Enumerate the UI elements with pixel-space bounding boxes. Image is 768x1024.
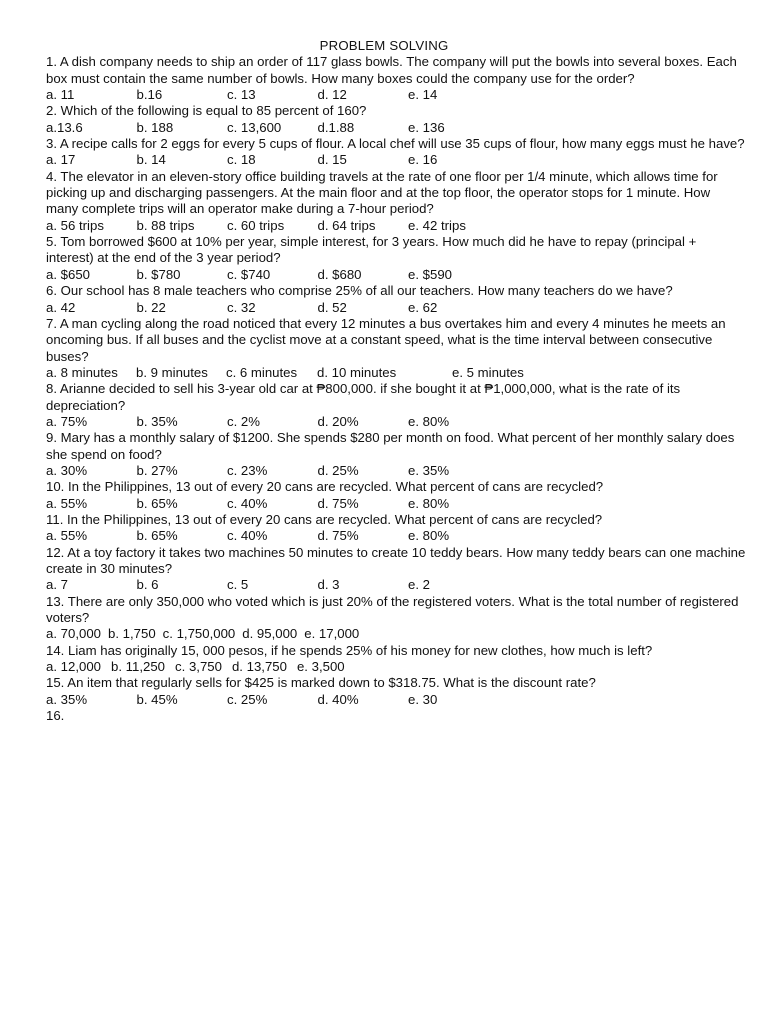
choice-d: d. 40% <box>317 691 359 707</box>
choice-e: e. 62 <box>408 299 438 315</box>
choice-c: c. 60 trips <box>227 217 285 233</box>
choice-e: e. 16 <box>408 152 438 168</box>
choice-c: c. 40% <box>227 495 268 511</box>
choice-d: d. 75% <box>317 495 359 511</box>
choice-b: b. 88 trips <box>136 217 195 233</box>
choice-d: d. 15 <box>317 152 347 168</box>
choice-e: e. 17,000 <box>304 626 360 642</box>
choice-e: e. 136 <box>408 119 445 135</box>
choice-b: b. 11,250 <box>111 659 166 675</box>
choice-e: e. 14 <box>408 87 438 103</box>
question-text: 1. A dish company needs to ship an order of 117 glass bowls. The company will put the bowls into several boxes. Each box must contain the same number of bowls. How many boxes could the company use for the order? <box>46 54 737 86</box>
choice-e: e. 3,500 <box>296 659 345 675</box>
choice-a: a. 70,000 <box>46 626 101 642</box>
choice-b: b.16 <box>136 87 163 103</box>
question-text: 8. Arianne decided to sell his 3-year old car at ₱800,000. if she bought it at ₱1,000,000, what is the rate of its depreciation? <box>46 381 681 413</box>
question-text: 4. The elevator in an eleven-story office building travels at the rate of one floor per 1/4 minute, which allows time for picking up and discharging passengers. At the main floor and at the top floor, the operator stops for 1 minute. How many complete trips will an operator make during a 7-hour period? <box>46 168 718 217</box>
choice-a: a. 55% <box>46 495 88 511</box>
choice-b: b. 9 minutes <box>136 364 208 380</box>
choice-a: a. 11 <box>46 87 75 103</box>
choice-b: b. 65% <box>136 528 178 544</box>
question-15 <box>46 675 746 708</box>
question-text: 11. In the Philippines, 13 out of every 20 cans are recycled. What percent of cans are recycled? <box>46 511 603 527</box>
choice-c: c. 6 minutes <box>226 364 298 380</box>
choice-d: d. 75% <box>317 528 359 544</box>
choices-row <box>46 692 746 708</box>
question-text: 10. In the Philippines, 13 out of every 20 cans are recycled. What percent of cans are recycled? <box>46 479 604 495</box>
choices-row <box>46 496 746 512</box>
choice-e: e. 35% <box>408 462 450 478</box>
choice-e: e. 30 <box>408 691 438 707</box>
question-text: 13. There are only 350,000 who voted which is just 20% of the registered voters. What is the total number of registered voters? <box>46 593 739 626</box>
question-11 <box>46 512 746 545</box>
choices-row <box>46 463 746 479</box>
choice-b: b. 188 <box>136 119 174 135</box>
choice-b: b. 1,750 <box>108 626 156 642</box>
question-1 <box>46 54 746 103</box>
question-6 <box>46 283 746 316</box>
choices-row <box>46 87 746 103</box>
choice-d: d. 13,750 <box>231 659 287 675</box>
choice-a: a. 12,000 <box>46 659 101 675</box>
document-page <box>46 38 746 724</box>
choices-row <box>46 120 746 136</box>
choice-c: c. 3,750 <box>175 659 222 675</box>
choice-c: c. 13,600 <box>227 119 282 135</box>
choices-row <box>46 218 746 234</box>
choice-a: a. 42 <box>46 299 76 315</box>
choice-e: e. $590 <box>408 266 452 282</box>
choice-b: b. 35% <box>136 413 178 429</box>
question-12 <box>46 545 746 594</box>
choice-a: a. 7 <box>46 577 68 593</box>
choice-e: e. 5 minutes <box>452 364 524 380</box>
choice-b: b. 27% <box>136 462 178 478</box>
question-text: 3. A recipe calls for 2 eggs for every 5 cups of flour. A local chef will use 35 cups of flour, how many eggs must he have? <box>46 136 745 152</box>
choice-c: c. 1,750,000 <box>162 626 236 642</box>
choice-e: e. 42 trips <box>408 217 466 233</box>
choices-row <box>46 300 746 316</box>
choice-b: b. 65% <box>136 495 178 511</box>
question-text: 12. At a toy factory it takes two machines 50 minutes to create 10 teddy bears. How many teddy bears can one machine create in 30 minutes? <box>46 544 746 576</box>
question-2 <box>46 103 746 136</box>
question-text: 6. Our school has 8 male teachers who comprise 25% of all our teachers. How many teachers do we have? <box>46 283 673 299</box>
question-text: 9. Mary has a monthly salary of $1200. She spends $280 per month on food. What percent of her monthly salary does she spend on food? <box>46 430 735 462</box>
choice-c: c. 32 <box>227 299 256 315</box>
question-4 <box>46 169 746 234</box>
choice-d: d. 3 <box>317 577 340 593</box>
choices-row <box>46 267 746 283</box>
choice-a: a. 55% <box>46 528 88 544</box>
choice-d: d.1.88 <box>317 119 355 135</box>
question-text: 5. Tom borrowed $600 at 10% per year, simple interest, for 3 years. How much did he have to repay (principal + interest) at the end of the 3 year period? <box>46 234 697 266</box>
choices-row <box>46 659 746 675</box>
choice-c: c. 25% <box>227 691 268 707</box>
question-text: 14. Liam has originally 15, 000 pesos, if he spends 25% of his money for new clothes, how much is left? <box>46 642 653 658</box>
page-title: PROBLEM SOLVING <box>319 38 449 53</box>
question-5 <box>46 234 746 283</box>
choice-c: c. 40% <box>227 528 268 544</box>
choice-c: c. 2% <box>227 413 260 429</box>
choice-e: e. 80% <box>408 495 450 511</box>
question-3 <box>46 136 746 169</box>
choice-a: a. 8 minutes <box>46 364 118 380</box>
question-text: 2. Which of the following is equal to 85 percent of 160? <box>46 103 367 119</box>
choice-d: d. $680 <box>317 266 362 282</box>
choices-row <box>46 152 746 168</box>
choice-c: c. 23% <box>227 462 268 478</box>
choice-e: e. 2 <box>408 577 430 593</box>
question-8 <box>46 381 746 430</box>
choice-d: d. 10 minutes <box>317 364 397 380</box>
choice-c: c. $740 <box>227 266 271 282</box>
choices-row <box>46 577 746 593</box>
choice-a: a. 35% <box>46 691 88 707</box>
choice-b: b. $780 <box>136 266 181 282</box>
choice-c: c. 5 <box>227 577 249 593</box>
choice-d: d. 95,000 <box>242 626 298 642</box>
question-16-number: 16. <box>46 708 65 724</box>
choice-a: a. $650 <box>46 266 90 282</box>
question-10 <box>46 479 746 512</box>
choices-row <box>46 365 746 381</box>
choice-d: d. 20% <box>317 413 359 429</box>
choice-b: b. 6 <box>136 577 159 593</box>
question-text: 15. An item that regularly sells for $425 is marked down to $318.75. What is the discount rate? <box>46 675 596 691</box>
choice-d: d. 64 trips <box>317 217 376 233</box>
choice-e: e. 80% <box>408 413 450 429</box>
choices-row <box>46 414 746 430</box>
choice-d: d. 25% <box>317 462 359 478</box>
choice-e: e. 80% <box>408 528 450 544</box>
choice-c: c. 18 <box>227 152 256 168</box>
question-13 <box>46 594 746 643</box>
choice-b: b. 45% <box>136 691 178 707</box>
choice-d: d. 52 <box>317 299 347 315</box>
choice-b: b. 22 <box>136 299 166 315</box>
question-7 <box>46 316 746 381</box>
choice-d: d. 12 <box>317 87 347 103</box>
choice-a: a. 56 trips <box>46 217 104 233</box>
choice-a: a.13.6 <box>46 119 83 135</box>
choice-b: b. 14 <box>136 152 166 168</box>
choices-row <box>46 528 746 544</box>
choice-c: c. 13 <box>227 87 256 103</box>
question-14 <box>46 643 746 676</box>
choice-a: a. 75% <box>46 413 88 429</box>
choices-row <box>46 626 746 642</box>
choice-a: a. 17 <box>46 152 76 168</box>
choice-a: a. 30% <box>46 462 88 478</box>
question-9 <box>46 430 746 479</box>
question-text: 7. A man cycling along the road noticed that every 12 minutes a bus overtakes him and every 4 minutes he meets an oncoming bus. If all buses and the cyclist move at a constant speed, what is the time interval between consecutive buses? <box>46 315 726 364</box>
